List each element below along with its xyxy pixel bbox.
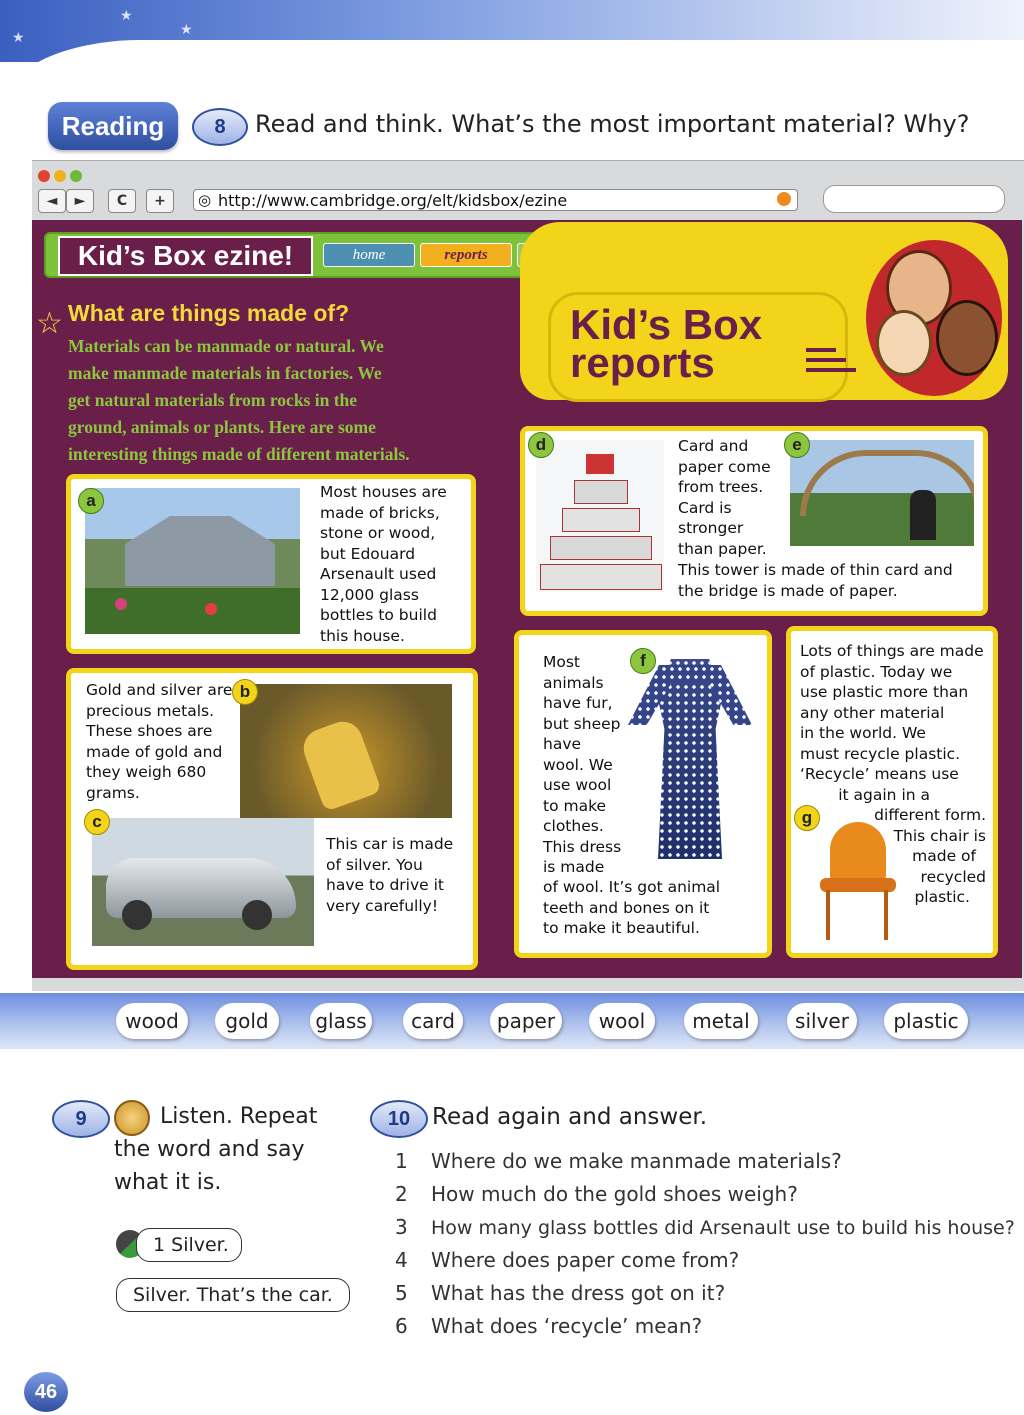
question-text: How many glass bottles did Arsenault use to build his house? [431, 1217, 1015, 1239]
card-line: made of [912, 847, 976, 865]
close-dot-icon[interactable] [38, 170, 50, 182]
label-e: e [784, 432, 810, 458]
card-line: very carefully! [326, 896, 439, 915]
question-text: What does ‘recycle’ mean? [431, 1314, 703, 1338]
question-number: 3 [395, 1215, 408, 1239]
card-f-caption [543, 877, 763, 939]
exercise-10-title: Read again and answer. [432, 1104, 708, 1130]
star-icon: ★ [180, 22, 193, 38]
question-number: 4 [395, 1248, 408, 1272]
label-a: a [78, 488, 104, 514]
instruction-line: what it is. [114, 1170, 222, 1195]
card-line: Most houses are [320, 483, 447, 501]
plastic-chair-photo [812, 822, 902, 942]
intro-line: make manmade materials in factories. We [68, 363, 382, 383]
rss-icon[interactable] [777, 192, 791, 206]
question-number: 6 [395, 1314, 408, 1338]
back-button[interactable]: ◄ [38, 189, 66, 213]
gold-shoes-photo [240, 684, 452, 818]
card-line: Card and [678, 437, 749, 455]
forward-button[interactable]: ► [66, 189, 94, 213]
word-pill[interactable]: silver [787, 1003, 857, 1039]
question-item [395, 1179, 1015, 1212]
exercise-10-badge: 10 [370, 1100, 428, 1138]
maximize-dot-icon[interactable] [70, 170, 82, 182]
glass-house-photo [85, 488, 300, 634]
card-line: This tower is made of thin card and [678, 561, 953, 579]
card-line: have to drive it [326, 876, 444, 894]
label-b: b [232, 679, 258, 705]
card-line: is made [543, 858, 605, 876]
label-d: d [528, 432, 554, 458]
question-text: Where do we make manmade materials? [431, 1149, 842, 1173]
card-line: precious metals. [86, 701, 215, 720]
card-line: Gold and silver are [86, 681, 233, 699]
reports-title-line2: reports [570, 339, 715, 386]
card-line: of plastic. Today we [800, 662, 953, 681]
card-line: Arsenault used [320, 565, 437, 583]
question-item [395, 1278, 1015, 1311]
card-line: use wool [543, 776, 612, 794]
word-pill[interactable]: wood [116, 1003, 188, 1039]
speech-bubble-2: Silver. That’s the car. [116, 1278, 350, 1312]
card-line: stronger [678, 519, 744, 537]
card-line: This dress [543, 837, 622, 856]
word-pill[interactable]: metal [684, 1003, 758, 1039]
card-line: animals [543, 673, 604, 692]
exercise-9-instruction [114, 1100, 317, 1199]
silver-car-photo [92, 818, 314, 946]
instruction-line: the word and say [114, 1137, 305, 1162]
question-number: 5 [395, 1281, 408, 1305]
card-line: of wool. It’s got animal [543, 878, 721, 896]
card-line: Lots of things are made [800, 642, 984, 660]
paper-bridge-photo [790, 440, 974, 546]
word-pill[interactable]: gold [215, 1003, 279, 1039]
card-line: to make [543, 796, 607, 815]
kids-avatar-illustration [862, 236, 1006, 400]
page-number: 46 [24, 1372, 68, 1412]
nav-reports[interactable]: reports [420, 243, 512, 267]
word-pill[interactable]: plastic [884, 1003, 968, 1039]
card-line: use plastic more than [800, 683, 969, 701]
add-tab-button[interactable]: + [146, 189, 174, 213]
word-pill[interactable]: card [403, 1003, 463, 1039]
card-d-text [678, 436, 788, 559]
card-line: from trees. [678, 478, 764, 496]
nav-home[interactable]: home [323, 243, 415, 267]
star-outline-icon: ☆ [36, 306, 63, 341]
card-line: they weigh 680 [86, 763, 207, 781]
card-line: this house. [320, 626, 405, 645]
star-icon: ★ [12, 30, 25, 46]
site-title: Kid’s Box ezine! [58, 236, 313, 276]
card-line: made of gold and [86, 742, 223, 761]
window-controls [38, 167, 86, 186]
card-line: paper come [678, 457, 771, 476]
card-d-caption [678, 560, 978, 601]
globe-icon: ◎ [198, 191, 212, 209]
card-line: than paper. [678, 539, 767, 558]
instruction-line: Listen. Repeat [160, 1104, 318, 1129]
card-line: This car is made [326, 835, 454, 853]
exercise-8-instruction: Read and think. What’s the most important material? Why? [255, 110, 970, 138]
address-bar[interactable] [193, 189, 798, 211]
card-line: stone or wood, [320, 524, 436, 542]
card-line: bottles to build [320, 606, 437, 624]
question-item [395, 1146, 1015, 1179]
card-a-text [320, 482, 470, 646]
card-line: to make it beautiful. [543, 919, 700, 937]
card-line: different form. [874, 806, 986, 824]
intro-line: get natural materials from rocks in the [68, 390, 358, 410]
card-line: made of bricks, [320, 503, 440, 522]
url-text: http://www.cambridge.org/elt/kidsbox/ezine [218, 190, 568, 210]
intro-line: interesting things made of different materials. [68, 444, 410, 464]
card-b-text [86, 680, 236, 803]
question-number: 1 [395, 1149, 408, 1173]
card-line: This chair is [893, 826, 986, 845]
card-line: any other material [800, 703, 945, 722]
card-line: in the world. We [800, 724, 926, 742]
label-c: c [84, 809, 110, 835]
word-pill[interactable]: glass [310, 1003, 372, 1039]
card-line: plastic. [914, 888, 970, 906]
card-line: but sheep [543, 714, 621, 733]
card-line: but Edouard [320, 544, 416, 563]
question-item [395, 1212, 1015, 1245]
card-line: recycled [920, 867, 986, 886]
card-line: the bridge is made of paper. [678, 581, 898, 600]
question-text: What has the dress got on it? [431, 1281, 726, 1305]
search-input[interactable] [823, 185, 1005, 213]
exercise-9-badge: 9 [52, 1100, 110, 1138]
star-icon: ★ [120, 8, 133, 24]
question-number: 2 [395, 1182, 408, 1206]
card-line: These shoes are [86, 722, 213, 740]
card-line: wool. We [543, 755, 613, 774]
card-line: it again in a [838, 785, 930, 804]
question-list [395, 1146, 1015, 1344]
question-item [395, 1245, 1015, 1278]
label-g: g [794, 805, 820, 831]
question-item [395, 1311, 1015, 1344]
refresh-button[interactable]: C [108, 189, 136, 213]
intro-heading: What are things made of? [68, 300, 350, 326]
card-line: must recycle plastic. [800, 744, 961, 763]
label-f: f [630, 648, 656, 674]
speech-bubble-1: 1 Silver. [136, 1228, 242, 1262]
question-text: Where does paper come from? [431, 1248, 740, 1272]
card-line: grams. [86, 783, 140, 802]
card-line: of silver. You [326, 855, 423, 874]
intro-line: ground, animals or plants. Here are some [68, 417, 376, 437]
card-line: clothes. [543, 817, 604, 835]
reports-title [570, 301, 763, 386]
card-line: ‘Recycle’ means use [800, 765, 959, 783]
card-line: have [543, 735, 582, 753]
card-line: teeth and bones on it [543, 898, 710, 917]
intro-line: Materials can be manmade or natural. We [68, 336, 384, 356]
card-line: 12,000 glass [320, 585, 419, 604]
question-text: How much do the gold shoes weigh? [431, 1182, 798, 1206]
word-pill[interactable]: paper [490, 1003, 562, 1039]
exercise-8-badge: 8 [192, 108, 248, 146]
minimize-dot-icon[interactable] [54, 170, 66, 182]
intro-paragraph [68, 333, 488, 468]
list-icon [806, 348, 858, 378]
word-pill[interactable]: wool [589, 1003, 655, 1039]
card-c-text [326, 834, 471, 916]
card-tower-photo [536, 440, 664, 592]
wool-dress-photo [628, 655, 752, 860]
reports-title-line1: Kid’s Box [570, 301, 763, 348]
card-line: Card is [678, 498, 732, 517]
card-line: Most [543, 653, 581, 671]
reading-tab: Reading [48, 102, 178, 150]
card-line: have fur, [543, 694, 613, 712]
